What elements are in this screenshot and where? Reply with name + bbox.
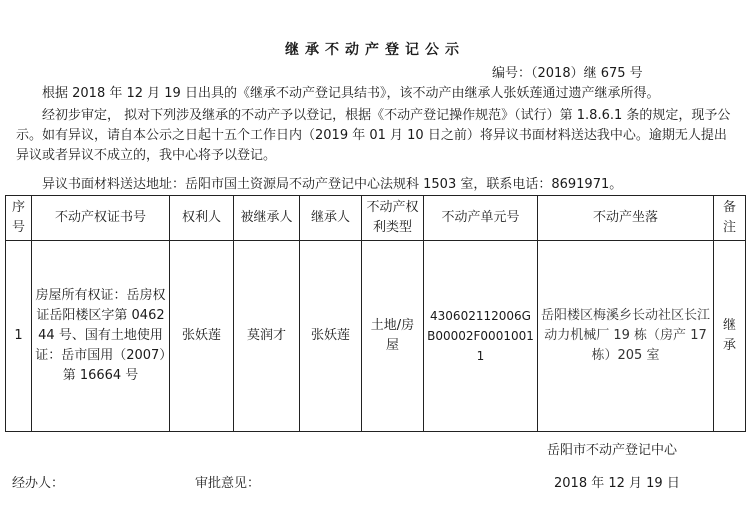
notice-title: 继承不动产登记公示 [285, 42, 465, 58]
header-location: 不动产坐落 [538, 196, 714, 241]
header-cert-no: 不动产权证书号 [32, 196, 170, 241]
header-heir: 继承人 [300, 196, 362, 241]
header-right-type: 不动产权利类型 [362, 196, 424, 241]
table-header-row [6, 196, 746, 241]
handler-label: 经办人： [12, 476, 65, 491]
paragraph-address: 异议书面材料送达地址：岳阳市国土资源局不动产登记中心法规科 1503 室，联系电话：8691971。 [42, 177, 623, 192]
cell-cert-no: 房屋所有权证：岳房权证岳阳楼区字第 046244 号、国有土地使用证：岳市国用（2007）第 16664 号 [32, 241, 170, 432]
cell-remark: 继承 [714, 241, 746, 432]
header-decedent: 被继承人 [234, 196, 300, 241]
issue-date: 2018 年 12 月 19 日 [554, 476, 680, 491]
paragraph-review: 经初步审定， 拟对下列涉及继承的不动产予以登记，根据《不动产登记操作规范》（试行）第 1.8.6.1 条的规定，现予公示。如有异议，请自本公示之日起十五个工作日内（2019 年 01 月 10 日之前）将异议书面材料送达我中心。逾期无人提出异议或者异议不成立的，我中心将予以登记。 [16, 108, 731, 163]
cell-decedent: 莫润才 [234, 241, 300, 432]
header-seq: 序号 [6, 196, 32, 241]
document-number: 编号：（2018）继 675 号 [492, 66, 643, 81]
cell-location: 岳阳楼区梅溪乡长动社区长江动力机械厂 19 栋（房产 17 栋）205 室 [538, 241, 714, 432]
header-right-holder: 权利人 [170, 196, 234, 241]
table-row [6, 241, 746, 432]
issuing-organization: 岳阳市不动产登记中心 [547, 443, 678, 458]
notice-table [5, 195, 746, 432]
header-unit-no: 不动产单元号 [424, 196, 538, 241]
paragraph-basis: 根据 2018 年 12 月 19 日出具的《继承不动产登记具结书》，该不动产由继承人张妖莲通过遗产继承所得。 [42, 86, 660, 101]
cell-seq: 1 [6, 241, 32, 432]
cell-right-type: 土地/房屋 [362, 241, 424, 432]
cell-unit-no: 430602112006GB00002F00010011 [424, 241, 538, 432]
cell-right-holder: 张妖莲 [170, 241, 234, 432]
approval-label: 审批意见： [195, 476, 261, 491]
header-remark: 备注 [714, 196, 746, 241]
cell-heir: 张妖莲 [300, 241, 362, 432]
